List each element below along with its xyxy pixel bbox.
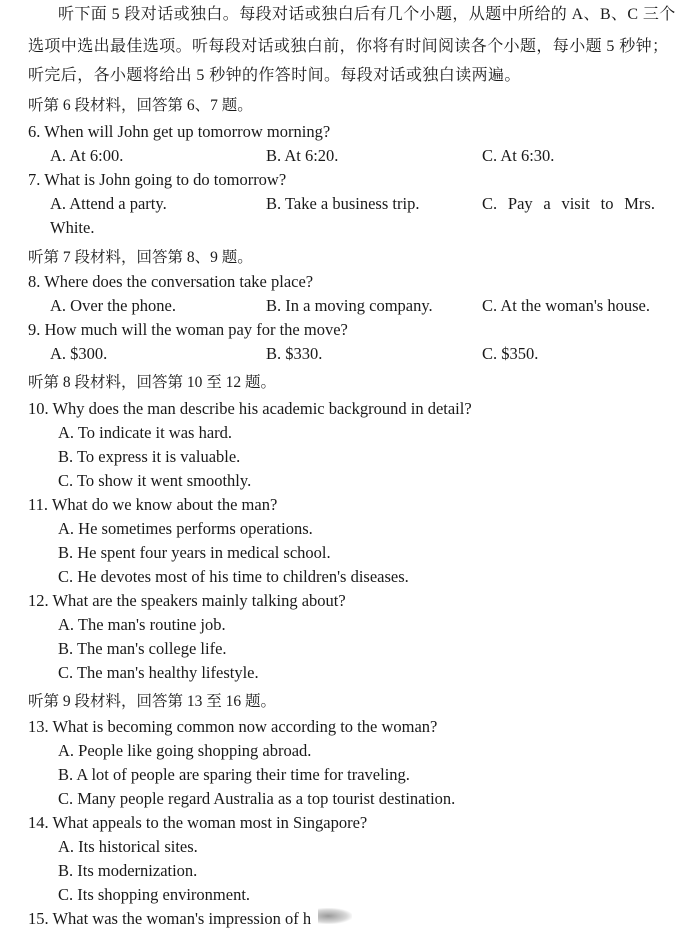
- question-12: 12. What are the speakers mainly talking about?: [28, 591, 346, 610]
- q7-option-c-word: a: [543, 194, 551, 213]
- q10-option-a: A. To indicate it was hard.: [58, 423, 233, 442]
- q8-option-a: A. Over the phone.: [50, 296, 177, 315]
- q14-option-c: C. Its shopping environment.: [58, 885, 251, 904]
- q12-option-a: A. The man's routine job.: [58, 615, 226, 634]
- q14-option-b: B. Its modernization.: [58, 861, 198, 880]
- q6-option-c: C. At 6:30.: [482, 146, 555, 165]
- q7-option-c-continued: White.: [50, 218, 95, 237]
- q6-option-b: B. At 6:20.: [266, 146, 339, 165]
- question-9: 9. How much will the woman pay for the move?: [28, 320, 348, 339]
- intro-line-1: 听下面 5 段对话或独白。每段对话或独白后有几个小题，从题中所给的 A、B、C 三个: [58, 6, 676, 23]
- question-15: 15. What was the woman's impression of h: [28, 909, 312, 928]
- q13-option-b: B. A lot of people are sparing their time for traveling.: [58, 765, 410, 784]
- q14-option-a: A. Its historical sites.: [58, 837, 198, 856]
- section-7-heading: 听第 7 段材料，回答第 8、9 题。: [28, 249, 253, 266]
- q11-option-a: A. He sometimes performs operations.: [58, 519, 313, 538]
- q9-option-b: B. $330.: [266, 344, 323, 363]
- intro-line-2: 选项中选出最佳选项。听每段对话或独白前，你将有时间阅读各个小题，每小题 5 秒钟；: [28, 38, 669, 55]
- q8-option-c: C. At the woman's house.: [482, 296, 650, 315]
- q13-option-c: C. Many people regard Australia as a top tourist destination.: [58, 789, 456, 808]
- question-11: 11. What do we know about the man?: [28, 495, 278, 514]
- ink-smudge: [318, 908, 352, 924]
- section-8-heading: 听第 8 段材料，回答第 10 至 12 题。: [28, 374, 277, 391]
- q7-option-c-word: Mrs.: [624, 194, 655, 213]
- q7-option-c-word: to: [600, 194, 614, 213]
- q7-option-b: B. Take a business trip.: [266, 194, 420, 213]
- q6-option-a: A. At 6:00.: [50, 146, 124, 165]
- q10-option-c: C. To show it went smoothly.: [58, 471, 252, 490]
- question-7: 7. What is John going to do tomorrow?: [28, 170, 287, 189]
- q8-option-b: B. In a moving company.: [266, 296, 433, 315]
- q7-option-c-word: C.: [482, 194, 498, 213]
- q11-option-c: C. He devotes most of his time to children's diseases.: [58, 567, 409, 586]
- section-6-heading: 听第 6 段材料，回答第 6、7 题。: [28, 97, 253, 114]
- intro-line-3: 听完后，各小题将给出 5 秒钟的作答时间。每段对话或独白读两遍。: [28, 67, 521, 84]
- section-9-heading: 听第 9 段材料，回答第 13 至 16 题。: [28, 693, 277, 710]
- q10-option-b: B. To express it is valuable.: [58, 447, 241, 466]
- q7-option-c-word: Pay: [507, 194, 533, 213]
- question-14: 14. What appeals to the woman most in Singapore?: [28, 813, 368, 832]
- q13-option-a: A. People like going shopping abroad.: [58, 741, 312, 760]
- q11-option-b: B. He spent four years in medical school.: [58, 543, 331, 562]
- q12-option-c: C. The man's healthy lifestyle.: [58, 663, 259, 682]
- q9-option-c: C. $350.: [482, 344, 539, 363]
- q7-option-c-word: visit: [561, 194, 590, 213]
- question-13: 13. What is becoming common now according to the woman?: [28, 717, 438, 736]
- q12-option-b: B. The man's college life.: [58, 639, 227, 658]
- q7-option-c: [482, 194, 655, 214]
- question-10: 10. Why does the man describe his academic background in detail?: [28, 399, 472, 418]
- question-6: 6. When will John get up tomorrow morning?: [28, 122, 331, 141]
- question-8: 8. Where does the conversation take place?: [28, 272, 314, 291]
- q9-option-a: A. $300.: [50, 344, 108, 363]
- q7-option-a: A. Attend a party.: [50, 194, 167, 213]
